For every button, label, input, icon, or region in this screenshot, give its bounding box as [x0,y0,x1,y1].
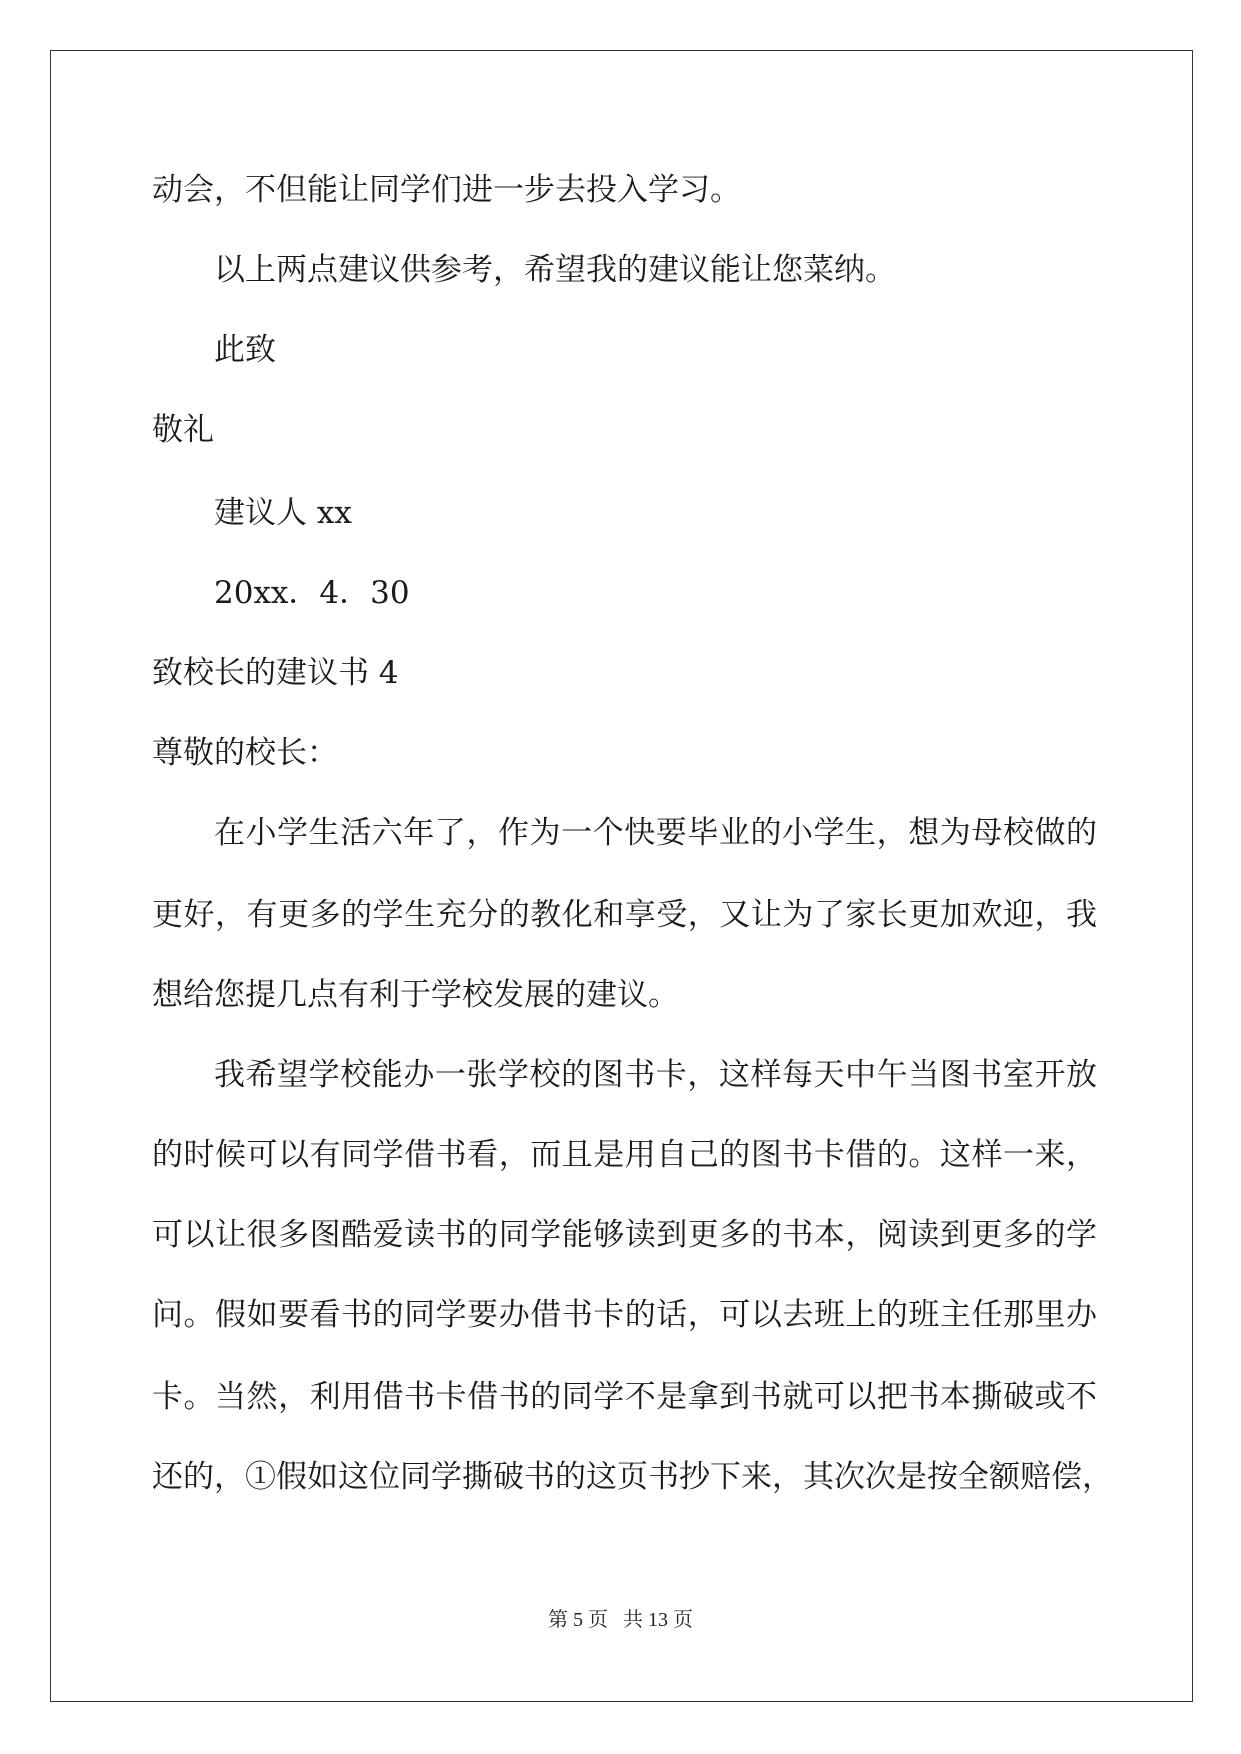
salutation: 尊敬的校长： [152,735,338,771]
text-line: 动会，不但能让同学们进一步去投入学习。 [152,172,741,208]
text-line: 建议人 xx [214,495,352,531]
text-line: 卡。当然，利用借书卡借书的同学不是拿到书就可以把书本撕破或不 [152,1379,1097,1415]
text-line: 可以让很多图酷爱读书的同学能够读到更多的书本，阅读到更多的学 [152,1217,1097,1253]
text-line: 20xx．4．30 [214,575,410,611]
text-line: 还的，①假如这位同学撕破书的这页书抄下来，其次次是按全额赔偿， [152,1459,1113,1495]
text-line: 此致 [214,332,276,368]
text-line: 想给您提几点有利于学校发展的建议。 [152,977,679,1013]
text-line: 我希望学校能办一张学校的图书卡，这样每天中午当图书室开放 [214,1057,1097,1093]
text-line: 在小学生活六年了，作为一个快要毕业的小学生，想为母校做的 [214,815,1097,851]
section-heading: 致校长的建议书 4 [152,655,399,691]
text-line: 敬礼 [152,412,214,448]
text-line: 更好，有更多的学生充分的教化和享受，又让为了家长更加欢迎，我 [152,897,1097,933]
page-number-footer: 第 5 页 共 13 页 [548,1609,693,1631]
text-line: 问。假如要看书的同学要办借书卡的话，可以去班上的班主任那里办 [152,1297,1097,1333]
page-border [50,50,1193,1702]
text-line: 的时候可以有同学借书看，而且是用自己的图书卡借的。这样一来， [152,1137,1097,1173]
text-line: 以上两点建议供参考，希望我的建议能让您菜纳。 [214,252,896,288]
